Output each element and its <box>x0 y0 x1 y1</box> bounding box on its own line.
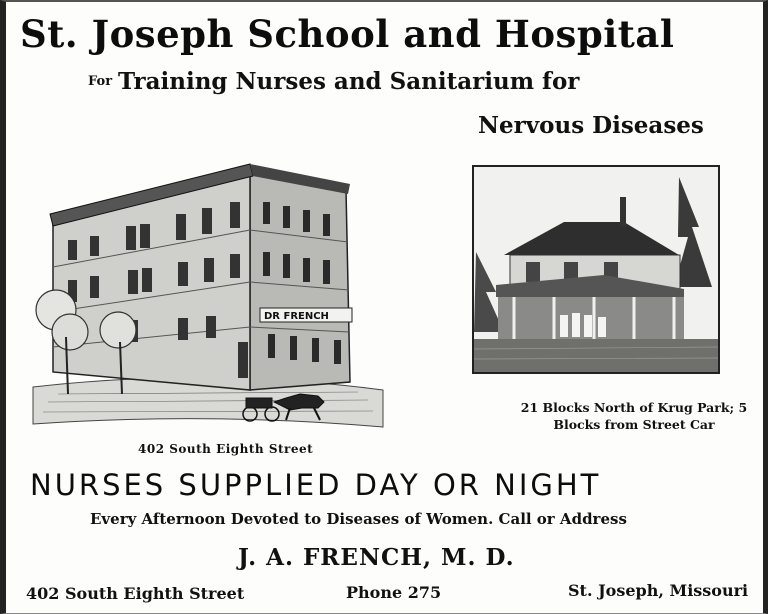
hospital-building-drawing <box>28 162 390 437</box>
nurses-supplied-line: NURSES SUPPLIED DAY OR NIGHT <box>30 468 602 502</box>
ad-subtitle <box>88 68 579 95</box>
footer-address: 402 South Eighth Street <box>26 584 245 603</box>
caption-building-address: 402 South Eighth Street <box>138 442 314 456</box>
ad-subtitle-line2: Nervous Diseases <box>478 112 704 139</box>
subtitle-prefix: For <box>88 74 113 89</box>
caption-house-location: 21 Blocks North of Krug Park; 5 Blocks from Street Car <box>520 400 748 432</box>
footer-phone: Phone 275 <box>346 583 442 602</box>
building-sign: DR FRENCH <box>264 311 329 322</box>
footer-city: St. Joseph, Missouri <box>568 581 749 600</box>
sanitarium-house-photo <box>472 165 720 374</box>
subtitle-text: Training Nurses and Sanitarium for <box>118 68 580 95</box>
sanitarium-house-drawing <box>474 167 718 372</box>
afternoon-line: Every Afternoon Devoted to Diseases of Women. Call or Address <box>90 510 627 528</box>
hospital-building-illustration <box>28 162 390 437</box>
ad-title: St. Joseph School and Hospital <box>20 12 675 56</box>
doctor-name: J. A. FRENCH, M. D. <box>238 544 515 571</box>
